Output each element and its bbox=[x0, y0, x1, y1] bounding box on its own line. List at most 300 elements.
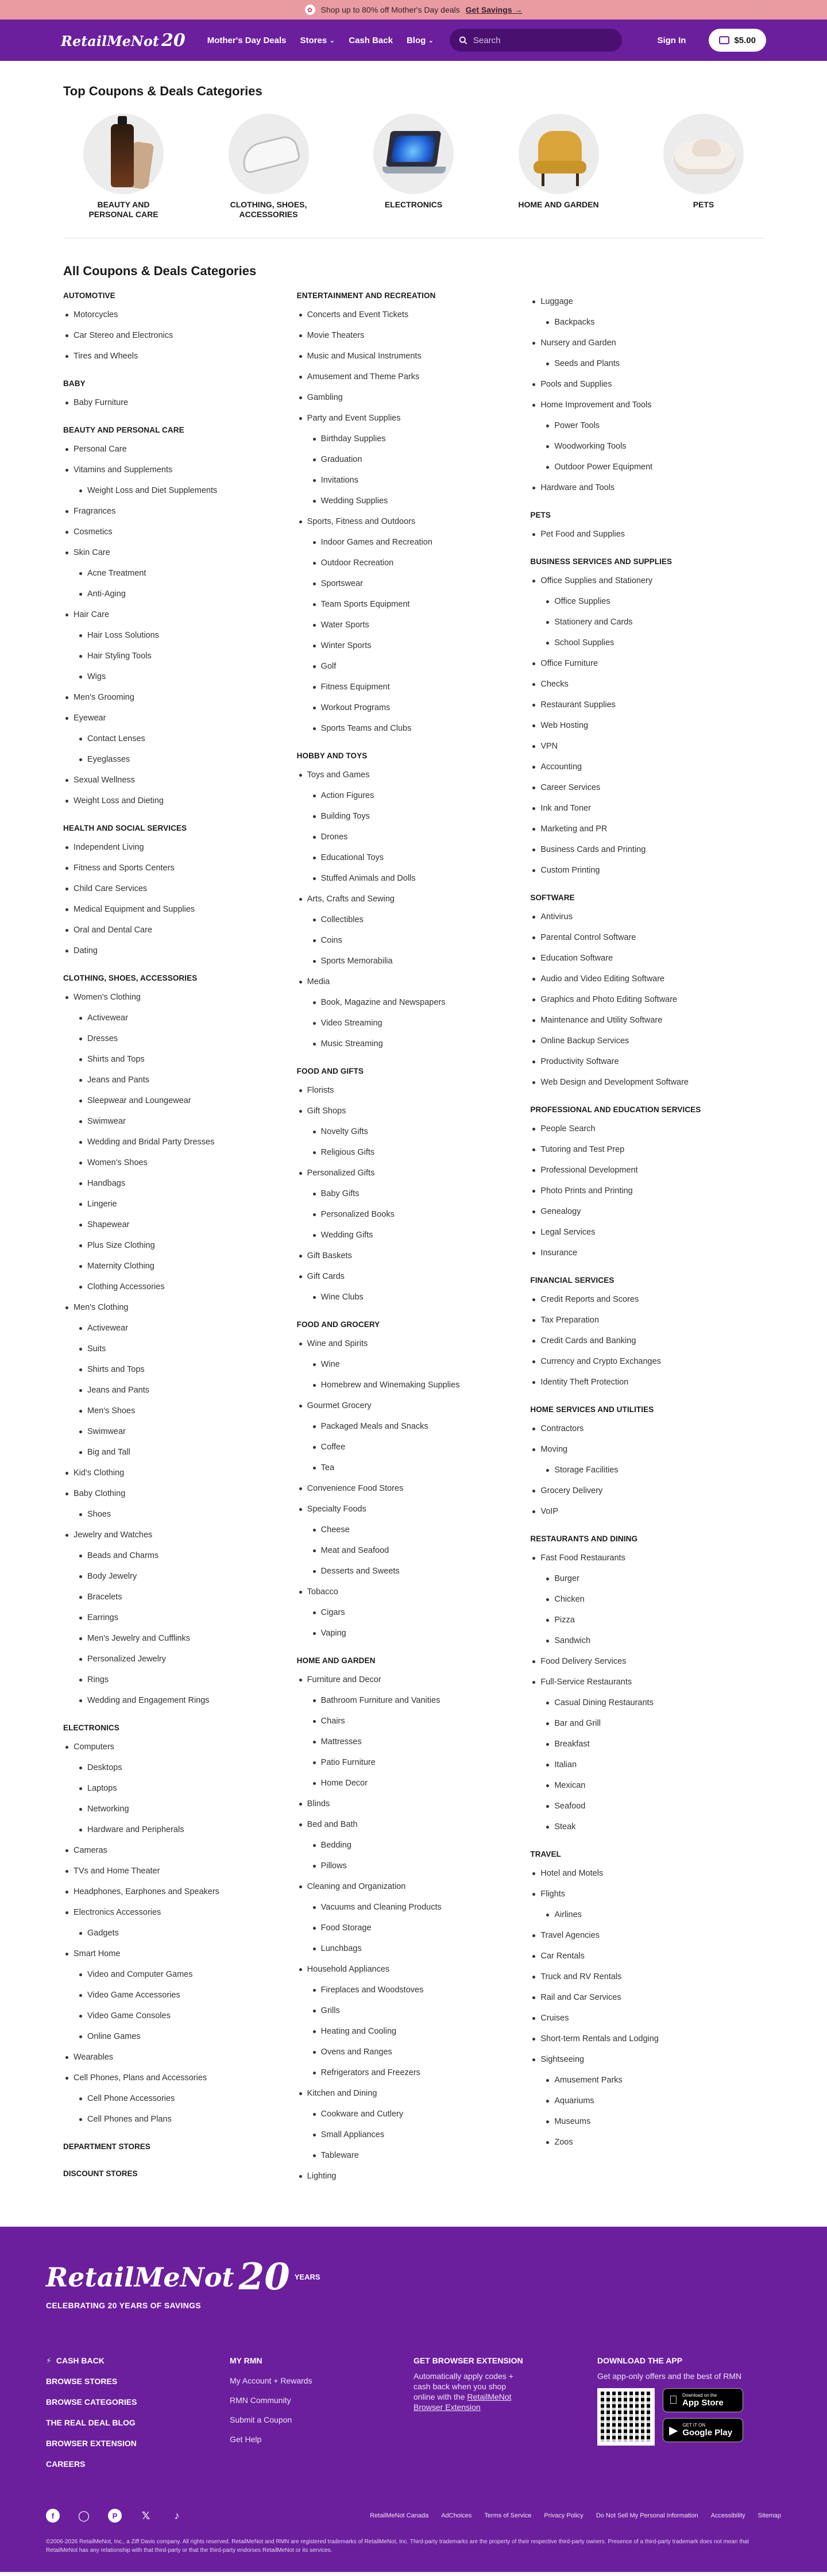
subcategory-link[interactable] bbox=[530, 1160, 752, 1181]
sub-subcategory-link[interactable]: Video Game Consoles bbox=[63, 2006, 285, 2026]
subcategory-link[interactable] bbox=[297, 2083, 519, 2104]
subcategory-link[interactable] bbox=[63, 522, 285, 542]
subcategory-link[interactable] bbox=[530, 395, 752, 415]
nav-blog[interactable] bbox=[407, 36, 434, 45]
sub-subcategory-link[interactable]: Meat and Seafood bbox=[297, 1540, 519, 1561]
sub-subcategory-link[interactable]: Fitness Equipment bbox=[297, 677, 519, 697]
sub-subcategory-link[interactable]: Italian bbox=[530, 1754, 752, 1775]
subcategory-link[interactable] bbox=[530, 907, 752, 927]
category-title[interactable]: HEALTH AND SOCIAL SERVICES bbox=[63, 824, 187, 832]
footer-link-cash-back[interactable] bbox=[46, 2350, 230, 2371]
category-title[interactable]: HOBBY AND TOYS bbox=[296, 751, 368, 760]
category-title[interactable]: BABY bbox=[63, 379, 86, 388]
sub-subcategory-link[interactable]: Pizza bbox=[530, 1610, 752, 1630]
sub-subcategory-link[interactable]: Jeans and Pants bbox=[63, 1380, 285, 1401]
subcategory-link[interactable] bbox=[63, 2068, 285, 2088]
subcategory-link[interactable] bbox=[297, 387, 519, 408]
category-title[interactable]: FOOD AND GROCERY bbox=[296, 1320, 380, 1329]
sub-subcategory-link[interactable]: Heating and Cooling bbox=[297, 2021, 519, 2042]
sub-subcategory-link[interactable]: Swimwear bbox=[63, 1111, 285, 1132]
sub-subcategory-link[interactable]: Baby Gifts bbox=[297, 1183, 519, 1204]
sub-subcategory-link[interactable]: Women's Shoes bbox=[63, 1152, 285, 1173]
subcategory-link[interactable] bbox=[63, 878, 285, 899]
subcategory-link[interactable] bbox=[530, 695, 752, 715]
sub-subcategory-link[interactable]: Activewear bbox=[63, 1318, 285, 1339]
sub-subcategory-link[interactable]: Amusement Parks bbox=[530, 2070, 752, 2091]
sub-subcategory-link[interactable]: Men's Jewelry and Cufflinks bbox=[63, 1628, 285, 1649]
subcategory-link[interactable] bbox=[530, 736, 752, 757]
sub-subcategory-link[interactable]: Indoor Games and Recreation bbox=[297, 532, 519, 553]
search-input[interactable] bbox=[473, 36, 613, 45]
sub-subcategory-link[interactable]: Online Games bbox=[63, 2026, 285, 2047]
subcategory-link[interactable] bbox=[63, 1737, 285, 1757]
sub-subcategory-link[interactable]: Body Jewelry bbox=[63, 1566, 285, 1587]
subcategory-link[interactable] bbox=[530, 1310, 752, 1331]
sign-in-link[interactable]: Sign In bbox=[657, 35, 686, 45]
sub-subcategory-link[interactable]: Sleepwear and Loungewear bbox=[63, 1090, 285, 1111]
facebook-icon[interactable]: f bbox=[46, 2509, 60, 2523]
sub-subcategory-link[interactable]: Bracelets bbox=[63, 1587, 285, 1607]
sub-subcategory-link[interactable]: Desktops bbox=[63, 1757, 285, 1778]
subcategory-link[interactable] bbox=[297, 765, 519, 785]
subcategory-link[interactable] bbox=[530, 1946, 752, 1966]
site-logo[interactable] bbox=[61, 30, 186, 51]
sub-subcategory-link[interactable]: Office Supplies bbox=[530, 591, 752, 612]
sub-subcategory-link[interactable]: Food Storage bbox=[297, 1918, 519, 1938]
sub-subcategory-link[interactable]: Seeds and Plants bbox=[530, 353, 752, 374]
sub-subcategory-link[interactable]: Networking bbox=[63, 1799, 285, 1819]
sub-subcategory-link[interactable]: Religious Gifts bbox=[297, 1142, 519, 1163]
sub-subcategory-link[interactable]: Shirts and Tops bbox=[63, 1049, 285, 1070]
sub-subcategory-link[interactable]: Ovens and Ranges bbox=[297, 2042, 519, 2062]
sub-subcategory-link[interactable]: Suits bbox=[63, 1339, 285, 1359]
subcategory-link[interactable] bbox=[530, 524, 752, 545]
sub-subcategory-link[interactable]: Woodworking Tools bbox=[530, 436, 752, 457]
sub-subcategory-link[interactable]: Handbags bbox=[63, 1173, 285, 1194]
subcategory-link[interactable] bbox=[530, 715, 752, 736]
sub-subcategory-link[interactable]: Homebrew and Winemaking Supplies bbox=[297, 1375, 519, 1395]
subcategory-link[interactable] bbox=[63, 1840, 285, 1861]
sub-subcategory-link[interactable]: Casual Dining Restaurants bbox=[530, 1692, 752, 1713]
subcategory-link[interactable] bbox=[297, 1478, 519, 1499]
sub-subcategory-link[interactable]: Packaged Meals and Snacks bbox=[297, 1416, 519, 1437]
sub-subcategory-link[interactable]: Cell Phones and Plans bbox=[63, 2109, 285, 2130]
sub-subcategory-link[interactable]: Desserts and Sweets bbox=[297, 1561, 519, 1582]
subcategory-link[interactable] bbox=[297, 346, 519, 367]
subcategory-link[interactable] bbox=[297, 1876, 519, 1897]
sub-subcategory-link[interactable]: Patio Furniture bbox=[297, 1752, 519, 1773]
category-title[interactable]: PETS bbox=[530, 511, 551, 519]
category-title[interactable]: BUSINESS SERVICES AND SUPPLIES bbox=[530, 557, 673, 566]
subcategory-link[interactable] bbox=[63, 1463, 285, 1483]
sub-subcategory-link[interactable]: Mattresses bbox=[297, 1732, 519, 1752]
subcategory-link[interactable] bbox=[63, 325, 285, 346]
footer-legal-link[interactable]: AdChoices bbox=[441, 2512, 472, 2519]
subcategory-link[interactable] bbox=[530, 1925, 752, 1946]
sub-subcategory-link[interactable]: Dresses bbox=[63, 1028, 285, 1049]
subcategory-link[interactable] bbox=[63, 920, 285, 940]
instagram-icon[interactable]: ◯ bbox=[78, 2509, 90, 2521]
sub-subcategory-link[interactable]: Jeans and Pants bbox=[63, 1070, 285, 1090]
subcategory-link[interactable] bbox=[63, 439, 285, 460]
subcategory-link[interactable] bbox=[530, 1966, 752, 1987]
subcategory-link[interactable] bbox=[530, 757, 752, 777]
sub-subcategory-link[interactable]: Outdoor Power Equipment bbox=[530, 457, 752, 477]
sub-subcategory-link[interactable]: Stuffed Animals and Dolls bbox=[297, 868, 519, 889]
subcategory-link[interactable] bbox=[297, 1669, 519, 1690]
sub-subcategory-link[interactable]: Book, Magazine and Newspapers bbox=[297, 992, 519, 1013]
nav-cash-back[interactable] bbox=[349, 36, 393, 45]
subcategory-link[interactable] bbox=[63, 899, 285, 920]
subcategory-link[interactable] bbox=[530, 1501, 752, 1522]
subcategory-link[interactable] bbox=[530, 1119, 752, 1139]
subcategory-link[interactable] bbox=[297, 511, 519, 532]
subcategory-link[interactable] bbox=[530, 1480, 752, 1501]
top-category-pets[interactable] bbox=[660, 114, 747, 219]
subcategory-link[interactable] bbox=[530, 2008, 752, 2029]
subcategory-link[interactable] bbox=[63, 770, 285, 790]
subcategory-link[interactable] bbox=[297, 325, 519, 346]
sub-subcategory-link[interactable]: Aquariums bbox=[530, 2091, 752, 2111]
sub-subcategory-link[interactable]: Golf bbox=[297, 656, 519, 677]
subcategory-link[interactable] bbox=[530, 1289, 752, 1310]
sub-subcategory-link[interactable]: Seafood bbox=[530, 1796, 752, 1817]
subcategory-link[interactable] bbox=[63, 687, 285, 708]
sub-subcategory-link[interactable]: Bedding bbox=[297, 1835, 519, 1856]
sub-subcategory-link[interactable]: Lunchbags bbox=[297, 1938, 519, 1959]
subcategory-link[interactable] bbox=[63, 460, 285, 480]
sub-subcategory-link[interactable]: Shirts and Tops bbox=[63, 1359, 285, 1380]
sub-subcategory-link[interactable]: Music Streaming bbox=[297, 1034, 519, 1054]
sub-subcategory-link[interactable]: Wine Clubs bbox=[297, 1287, 519, 1308]
sub-subcategory-link[interactable]: Pillows bbox=[297, 1856, 519, 1876]
sub-subcategory-link[interactable]: School Supplies bbox=[530, 633, 752, 653]
category-title[interactable]: AUTOMOTIVE bbox=[63, 291, 115, 300]
subcategory-link[interactable] bbox=[530, 653, 752, 674]
sub-subcategory-link[interactable]: Power Tools bbox=[530, 415, 752, 436]
subcategory-link[interactable] bbox=[63, 346, 285, 367]
sub-subcategory-link[interactable]: Shapewear bbox=[63, 1214, 285, 1235]
footer-link-submit-coupon[interactable]: Submit a Coupon bbox=[230, 2415, 292, 2424]
subcategory-link[interactable] bbox=[530, 333, 752, 353]
top-category-electronics[interactable] bbox=[370, 114, 457, 219]
wallet-button[interactable] bbox=[709, 29, 766, 52]
subcategory-link[interactable] bbox=[297, 1959, 519, 1980]
sub-subcategory-link[interactable]: Workout Programs bbox=[297, 697, 519, 718]
subcategory-link[interactable] bbox=[297, 1499, 519, 1520]
subcategory-link[interactable] bbox=[297, 1395, 519, 1416]
sub-subcategory-link[interactable]: Bar and Grill bbox=[530, 1713, 752, 1734]
subcategory-link[interactable] bbox=[297, 304, 519, 325]
subcategory-link[interactable] bbox=[297, 367, 519, 387]
subcategory-link[interactable] bbox=[530, 1548, 752, 1568]
sub-subcategory-link[interactable]: Maternity Clothing bbox=[63, 1256, 285, 1277]
subcategory-link[interactable] bbox=[530, 989, 752, 1010]
subcategory-link[interactable] bbox=[530, 374, 752, 395]
category-title[interactable]: FOOD AND GIFTS bbox=[296, 1067, 364, 1075]
sub-subcategory-link[interactable]: Eyeglasses bbox=[63, 749, 285, 770]
nav-mother-s-day-deals[interactable] bbox=[207, 36, 287, 45]
sub-subcategory-link[interactable]: Educational Toys bbox=[297, 847, 519, 868]
sub-subcategory-link[interactable]: Video and Computer Games bbox=[63, 1964, 285, 1985]
category-title[interactable]: PROFESSIONAL AND EDUCATION SERVICES bbox=[530, 1105, 701, 1114]
subcategory-link[interactable] bbox=[530, 1201, 752, 1222]
sub-subcategory-link[interactable]: Team Sports Equipment bbox=[297, 594, 519, 615]
footer-link-blog[interactable]: THE REAL DEAL BLOG bbox=[46, 2418, 136, 2427]
sub-subcategory-link[interactable]: Collectibles bbox=[297, 909, 519, 930]
footer-link-careers[interactable]: CAREERS bbox=[46, 2459, 86, 2469]
sub-subcategory-link[interactable]: Personalized Books bbox=[297, 1204, 519, 1225]
sub-subcategory-link[interactable]: Activewear bbox=[63, 1008, 285, 1028]
footer-link-browse-categories[interactable]: BROWSE CATEGORIES bbox=[46, 2397, 137, 2407]
subcategory-link[interactable] bbox=[530, 1139, 752, 1160]
sub-subcategory-link[interactable]: Earrings bbox=[63, 1607, 285, 1628]
sub-subcategory-link[interactable]: Drones bbox=[297, 827, 519, 847]
promo-link[interactable]: Get Savings → bbox=[465, 5, 523, 14]
pinterest-icon[interactable]: P bbox=[108, 2509, 122, 2523]
subcategory-link[interactable] bbox=[530, 1672, 752, 1692]
sub-subcategory-link[interactable]: Hair Loss Solutions bbox=[63, 625, 285, 646]
subcategory-link[interactable] bbox=[530, 969, 752, 989]
sub-subcategory-link[interactable]: Chairs bbox=[297, 1711, 519, 1732]
sub-subcategory-link[interactable]: Big and Tall bbox=[63, 1442, 285, 1463]
sub-subcategory-link[interactable]: Swimwear bbox=[63, 1421, 285, 1442]
category-title[interactable]: BEAUTY AND PERSONAL CARE bbox=[63, 426, 184, 434]
tiktok-icon[interactable]: ♪ bbox=[174, 2509, 180, 2521]
sub-subcategory-link[interactable]: Vaping bbox=[297, 1623, 519, 1644]
top-category-clothing[interactable] bbox=[226, 114, 312, 219]
subcategory-link[interactable] bbox=[297, 1333, 519, 1354]
sub-subcategory-link[interactable]: Home Decor bbox=[297, 1773, 519, 1794]
subcategory-link[interactable] bbox=[530, 1651, 752, 1672]
sub-subcategory-link[interactable]: Graduation bbox=[297, 449, 519, 470]
subcategory-link[interactable] bbox=[63, 392, 285, 413]
subcategory-link[interactable] bbox=[530, 477, 752, 498]
subcategory-link[interactable] bbox=[530, 1351, 752, 1372]
sub-subcategory-link[interactable]: Airlines bbox=[530, 1904, 752, 1925]
subcategory-link[interactable] bbox=[530, 1372, 752, 1393]
sub-subcategory-link[interactable]: Hardware and Peripherals bbox=[63, 1819, 285, 1840]
footer-link-browser-extension[interactable]: BROWSER EXTENSION bbox=[46, 2439, 137, 2448]
promo-banner[interactable] bbox=[0, 0, 827, 20]
nav-stores[interactable] bbox=[300, 36, 335, 45]
sub-subcategory-link[interactable]: Wedding and Bridal Party Dresses bbox=[63, 1132, 285, 1152]
subcategory-link[interactable] bbox=[530, 927, 752, 948]
sub-subcategory-link[interactable]: Contact Lenses bbox=[63, 728, 285, 749]
category-title[interactable]: HOME AND GARDEN bbox=[296, 1656, 376, 1665]
sub-subcategory-link[interactable]: Laptops bbox=[63, 1778, 285, 1799]
sub-subcategory-link[interactable]: Acne Treatment bbox=[63, 563, 285, 584]
sub-subcategory-link[interactable]: Grills bbox=[297, 2000, 519, 2021]
subcategory-link[interactable] bbox=[63, 1943, 285, 1964]
sub-subcategory-link[interactable]: Sportswear bbox=[297, 573, 519, 594]
sub-subcategory-link[interactable]: Burger bbox=[530, 1568, 752, 1589]
category-title[interactable]: SOFTWARE bbox=[530, 893, 575, 902]
subcategory-link[interactable] bbox=[530, 1031, 752, 1051]
category-title[interactable]: FINANCIAL SERVICES bbox=[530, 1276, 615, 1285]
sub-subcategory-link[interactable]: Rings bbox=[63, 1669, 285, 1690]
footer-link-account[interactable]: My Account + Rewards bbox=[230, 2376, 312, 2385]
subcategory-link[interactable] bbox=[63, 304, 285, 325]
category-title[interactable]: ENTERTAINMENT AND RECREATION bbox=[296, 291, 436, 300]
footer-link-browse-stores[interactable]: BROWSE STORES bbox=[46, 2377, 118, 2386]
subcategory-link[interactable] bbox=[530, 1884, 752, 1904]
category-title[interactable]: TRAVEL bbox=[530, 1850, 561, 1858]
sub-subcategory-link[interactable]: Men's Shoes bbox=[63, 1401, 285, 1421]
subcategory-link[interactable] bbox=[530, 2029, 752, 2049]
sub-subcategory-link[interactable]: Novelty Gifts bbox=[297, 1121, 519, 1142]
sub-subcategory-link[interactable]: Stationery and Cards bbox=[530, 612, 752, 633]
subcategory-link[interactable] bbox=[530, 948, 752, 969]
subcategory-link[interactable] bbox=[530, 1010, 752, 1031]
sub-subcategory-link[interactable]: Wine bbox=[297, 1354, 519, 1375]
subcategory-link[interactable] bbox=[297, 1814, 519, 1835]
sub-subcategory-link[interactable]: Building Toys bbox=[297, 806, 519, 827]
sub-subcategory-link[interactable]: Coins bbox=[297, 930, 519, 951]
sub-subcategory-link[interactable]: Refrigerators and Freezers bbox=[297, 2062, 519, 2083]
sub-subcategory-link[interactable]: Cell Phone Accessories bbox=[63, 2088, 285, 2109]
sub-subcategory-link[interactable]: Outdoor Recreation bbox=[297, 553, 519, 573]
subcategory-link[interactable] bbox=[297, 1266, 519, 1287]
sub-subcategory-link[interactable]: Shoes bbox=[63, 1504, 285, 1525]
x-icon[interactable]: 𝕏 bbox=[141, 2509, 150, 2521]
subcategory-link[interactable] bbox=[63, 1861, 285, 1881]
subcategory-link[interactable] bbox=[530, 1243, 752, 1263]
sub-subcategory-link[interactable]: Beads and Charms bbox=[63, 1545, 285, 1566]
footer-link-community[interactable]: RMN Community bbox=[230, 2396, 291, 2405]
subcategory-link[interactable] bbox=[530, 819, 752, 839]
subcategory-link[interactable] bbox=[297, 1080, 519, 1101]
sub-subcategory-link[interactable]: Sports Teams and Clubs bbox=[297, 718, 519, 739]
subcategory-link[interactable] bbox=[63, 987, 285, 1008]
sub-subcategory-link[interactable]: Sandwich bbox=[530, 1630, 752, 1651]
footer-legal-link[interactable]: Terms of Service bbox=[484, 2512, 532, 2519]
sub-subcategory-link[interactable]: Cigars bbox=[297, 1602, 519, 1623]
subcategory-link[interactable] bbox=[63, 1902, 285, 1923]
category-title[interactable]: CLOTHING, SHOES, ACCESSORIES bbox=[63, 974, 198, 982]
subcategory-link[interactable] bbox=[297, 1794, 519, 1814]
subcategory-link[interactable] bbox=[530, 1987, 752, 2008]
subcategory-link[interactable] bbox=[63, 708, 285, 728]
subcategory-link[interactable] bbox=[297, 1101, 519, 1121]
subcategory-link[interactable] bbox=[63, 1525, 285, 1545]
top-category-home[interactable] bbox=[516, 114, 602, 219]
footer-logo[interactable] bbox=[46, 2255, 781, 2299]
footer-legal-link[interactable]: Do Not Sell My Personal Information bbox=[596, 2512, 698, 2519]
category-title[interactable]: RESTAURANTS AND DINING bbox=[530, 1534, 638, 1543]
sub-subcategory-link[interactable]: Wigs bbox=[63, 666, 285, 687]
subcategory-link[interactable] bbox=[63, 790, 285, 811]
subcategory-link[interactable] bbox=[530, 777, 752, 798]
subcategory-link[interactable] bbox=[530, 1072, 752, 1093]
search-bar[interactable] bbox=[450, 29, 622, 52]
subcategory-link[interactable] bbox=[530, 1181, 752, 1201]
top-category-beauty[interactable] bbox=[80, 114, 167, 219]
sub-subcategory-link[interactable]: Tableware bbox=[297, 2145, 519, 2166]
subcategory-link[interactable] bbox=[63, 1297, 285, 1318]
sub-subcategory-link[interactable]: Cookware and Cutlery bbox=[297, 2104, 519, 2124]
sub-subcategory-link[interactable]: Water Sports bbox=[297, 615, 519, 635]
subcategory-link[interactable] bbox=[63, 501, 285, 522]
sub-subcategory-link[interactable]: Small Appliances bbox=[297, 2124, 519, 2145]
sub-subcategory-link[interactable]: Zoos bbox=[530, 2132, 752, 2153]
sub-subcategory-link[interactable]: Video Game Accessories bbox=[63, 1985, 285, 2006]
subcategory-link[interactable] bbox=[530, 2049, 752, 2070]
subcategory-link[interactable] bbox=[63, 1483, 285, 1504]
subcategory-link[interactable] bbox=[530, 1439, 752, 1460]
sub-subcategory-link[interactable]: Personalized Jewelry bbox=[63, 1649, 285, 1669]
footer-legal-link[interactable]: RetailMeNot Canada bbox=[370, 2512, 429, 2519]
subcategory-link[interactable] bbox=[63, 1881, 285, 1902]
sub-subcategory-link[interactable]: Gadgets bbox=[63, 1923, 285, 1943]
sub-subcategory-link[interactable]: Clothing Accessories bbox=[63, 1277, 285, 1297]
sub-subcategory-link[interactable]: Hair Styling Tools bbox=[63, 646, 285, 666]
subcategory-link[interactable] bbox=[297, 1245, 519, 1266]
subcategory-link[interactable] bbox=[63, 604, 285, 625]
sub-subcategory-link[interactable]: Steak bbox=[530, 1817, 752, 1837]
sub-subcategory-link[interactable]: Tea bbox=[297, 1457, 519, 1478]
sub-subcategory-link[interactable]: Vacuums and Cleaning Products bbox=[297, 1897, 519, 1918]
subcategory-link[interactable] bbox=[530, 798, 752, 819]
sub-subcategory-link[interactable]: Wedding and Engagement Rings bbox=[63, 1690, 285, 1711]
subcategory-link[interactable] bbox=[530, 860, 752, 881]
sub-subcategory-link[interactable]: Sports Memorabilia bbox=[297, 951, 519, 971]
subcategory-link[interactable] bbox=[297, 889, 519, 909]
extension-link[interactable]: RetailMeNot Browser Extension bbox=[413, 2392, 512, 2412]
subcategory-link[interactable] bbox=[63, 858, 285, 878]
subcategory-link[interactable] bbox=[530, 1051, 752, 1072]
subcategory-link[interactable] bbox=[530, 291, 752, 312]
sub-subcategory-link[interactable]: Plus Size Clothing bbox=[63, 1235, 285, 1256]
sub-subcategory-link[interactable]: Bathroom Furniture and Vanities bbox=[297, 1690, 519, 1711]
subcategory-link[interactable] bbox=[297, 2166, 519, 2186]
app-store-button[interactable] bbox=[663, 2388, 743, 2412]
sub-subcategory-link[interactable]: Breakfast bbox=[530, 1734, 752, 1754]
sub-subcategory-link[interactable]: Action Figures bbox=[297, 785, 519, 806]
category-title[interactable]: ELECTRONICS bbox=[63, 1723, 119, 1732]
subcategory-link[interactable] bbox=[63, 837, 285, 858]
sub-subcategory-link[interactable]: Coffee bbox=[297, 1437, 519, 1457]
subcategory-link[interactable] bbox=[63, 940, 285, 961]
category-discount-stores[interactable]: DISCOUNT STORES bbox=[63, 2169, 138, 2178]
subcategory-link[interactable] bbox=[63, 542, 285, 563]
subcategory-link[interactable] bbox=[530, 674, 752, 695]
subcategory-link[interactable] bbox=[297, 971, 519, 992]
google-play-button[interactable] bbox=[663, 2418, 743, 2442]
category-department-stores[interactable]: DEPARTMENT STORES bbox=[63, 2142, 150, 2151]
sub-subcategory-link[interactable]: Museums bbox=[530, 2111, 752, 2132]
sub-subcategory-link[interactable]: Video Streaming bbox=[297, 1013, 519, 1034]
subcategory-link[interactable] bbox=[530, 570, 752, 591]
sub-subcategory-link[interactable]: Winter Sports bbox=[297, 635, 519, 656]
sub-subcategory-link[interactable]: Wedding Gifts bbox=[297, 1225, 519, 1245]
sub-subcategory-link[interactable]: Mexican bbox=[530, 1775, 752, 1796]
sub-subcategory-link[interactable]: Invitations bbox=[297, 470, 519, 491]
footer-legal-link[interactable]: Sitemap bbox=[758, 2512, 781, 2519]
subcategory-link[interactable] bbox=[530, 1863, 752, 1884]
sub-subcategory-link[interactable]: Backpacks bbox=[530, 312, 752, 333]
subcategory-link[interactable] bbox=[63, 2047, 285, 2068]
category-title[interactable]: HOME SERVICES AND UTILITIES bbox=[530, 1405, 654, 1414]
sub-subcategory-link[interactable]: Anti-Aging bbox=[63, 584, 285, 604]
subcategory-link[interactable] bbox=[297, 1582, 519, 1602]
sub-subcategory-link[interactable]: Lingerie bbox=[63, 1194, 285, 1214]
subcategory-link[interactable] bbox=[530, 839, 752, 860]
sub-subcategory-link[interactable]: Storage Facilities bbox=[530, 1460, 752, 1480]
sub-subcategory-link[interactable]: Wedding Supplies bbox=[297, 491, 519, 511]
subcategory-link[interactable] bbox=[297, 408, 519, 429]
footer-legal-link[interactable]: Accessibility bbox=[710, 2512, 745, 2519]
